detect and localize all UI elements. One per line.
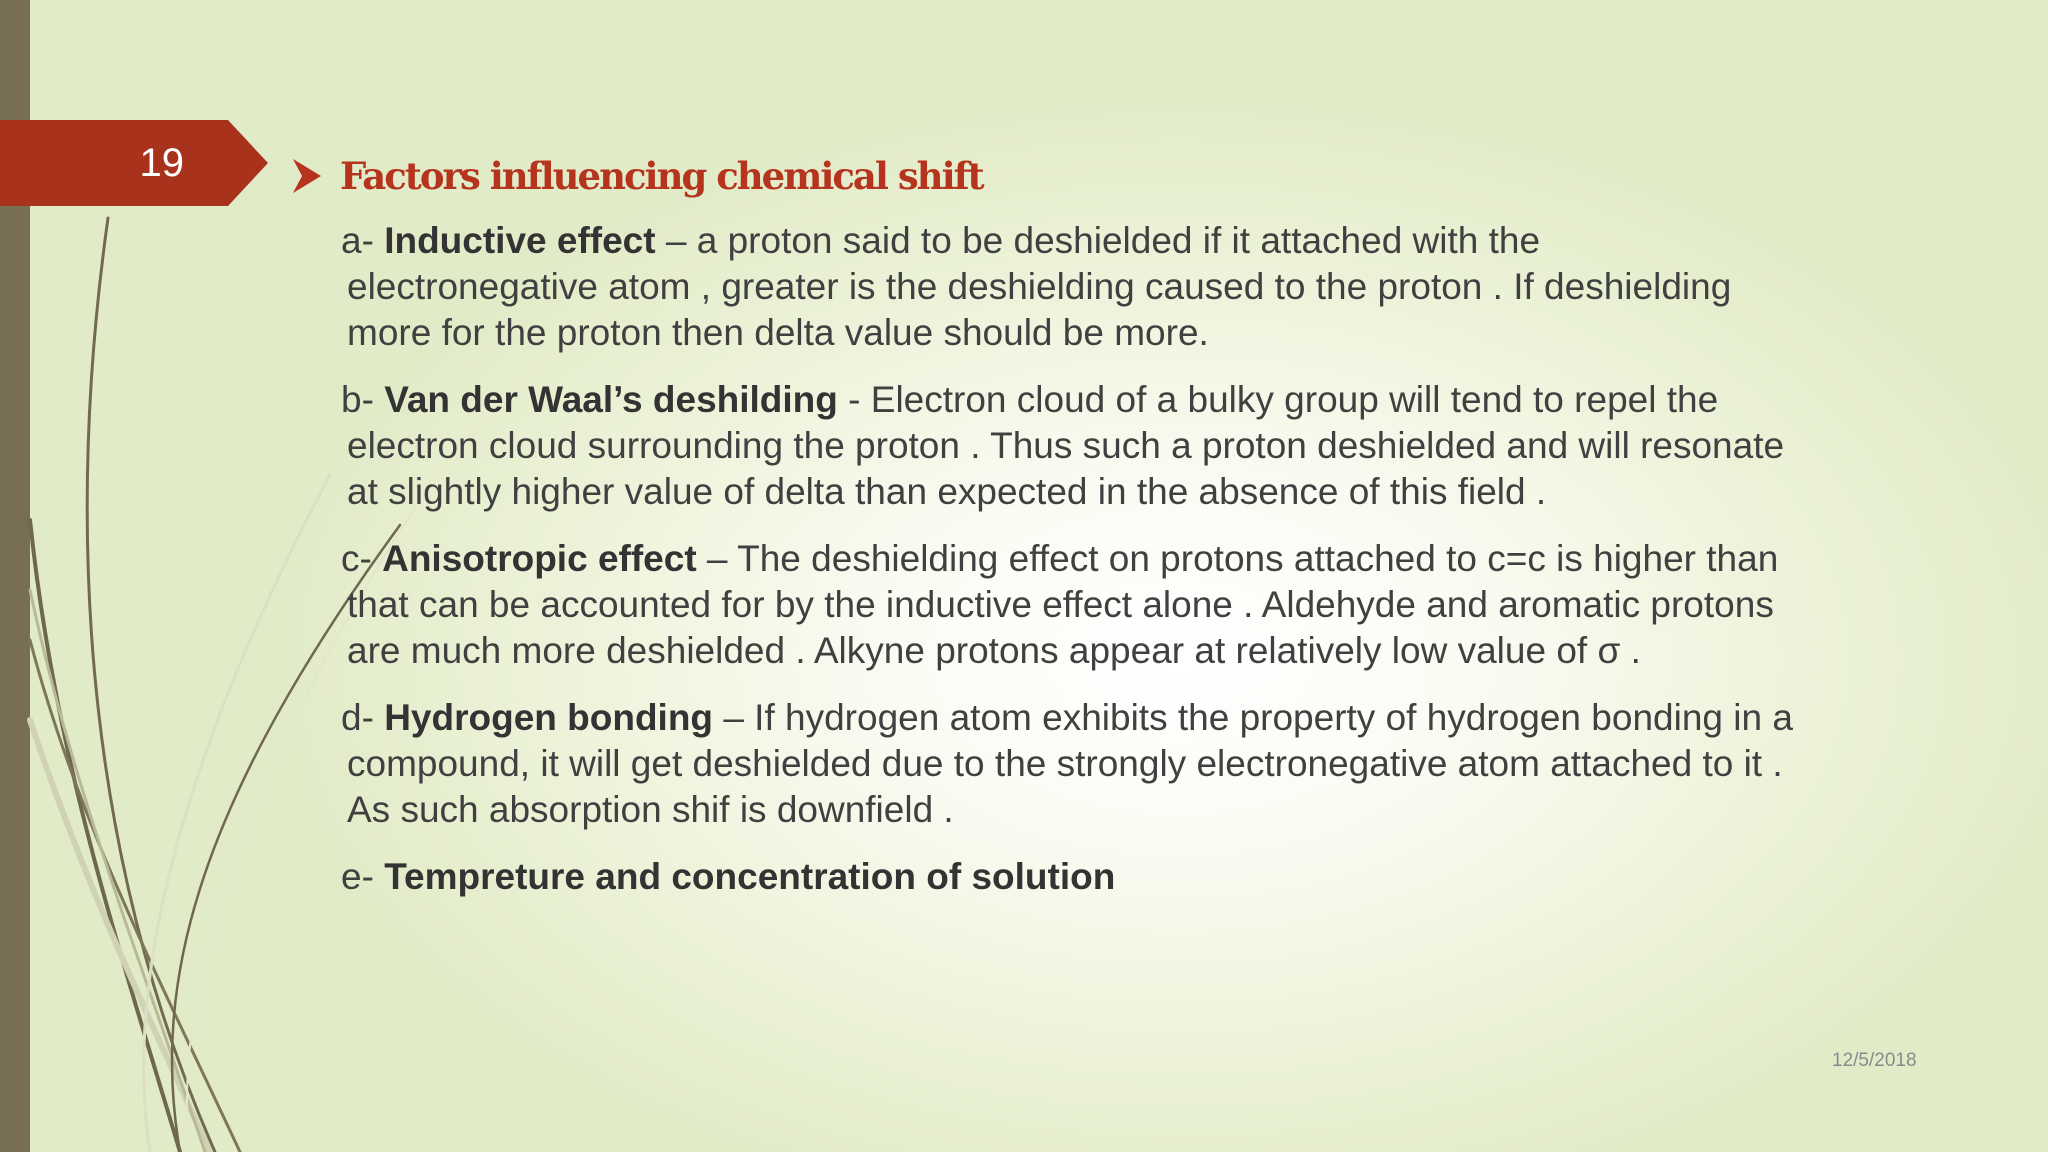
- factor-prefix: a-: [341, 220, 385, 261]
- decor-curve: [30, 520, 180, 1152]
- factors-list: [341, 218, 1801, 921]
- factor-description: – If hydrogen atom exhibits the property of hydrogen bonding in a compound, it will get deshielded due to the strongly electronegative atom attached to it . As such absorption shif is downfield .: [347, 697, 1793, 830]
- factor-prefix: d-: [341, 697, 385, 738]
- factor-paragraph: [341, 854, 1801, 900]
- footer-date: 12/5/2018: [1832, 1050, 1917, 1071]
- factor-paragraph: [341, 695, 1801, 833]
- arrowhead-bullet-icon: [290, 156, 324, 196]
- factor-prefix: e-: [341, 856, 385, 897]
- factor-description: – a proton said to be deshielded if it attached with the electronegative atom , greater is the deshielding caused to the proton . If deshielding more for the proton then delta value should be more.: [347, 220, 1732, 353]
- factor-term: Tempreture and concentration of solution: [384, 856, 1116, 897]
- factor-description: – The deshielding effect on protons attached to c=c is higher than that can be accounted for by the inductive effect alone . Aldehyde and aromatic protons are much more deshielded . Alkyne protons appear at relatively low value of σ .: [347, 538, 1779, 671]
- factor-term: Inductive effect: [384, 220, 656, 261]
- factor-term: Van der Waal’s deshilding: [384, 379, 838, 420]
- slide-title: Factors influencing chemical shift: [340, 154, 983, 198]
- title-row: [290, 146, 983, 206]
- factor-prefix: c-: [341, 538, 383, 579]
- factor-term: Anisotropic effect: [382, 538, 697, 579]
- decor-curve: [30, 590, 205, 1152]
- factor-paragraph: [341, 218, 1801, 356]
- factor-term: Hydrogen bonding: [384, 697, 714, 738]
- factor-paragraph: [341, 377, 1801, 515]
- factor-description: - Electron cloud of a bulky group will tend to repel the electron cloud surrounding the proton . Thus such a proton deshielded and will resonate at slightly higher value of delta than expected in the absence of this field .: [347, 379, 1785, 512]
- factor-prefix: b-: [341, 379, 385, 420]
- slide-number: 19: [139, 141, 184, 185]
- decor-curve: [87, 218, 215, 1152]
- factor-paragraph: [341, 536, 1801, 674]
